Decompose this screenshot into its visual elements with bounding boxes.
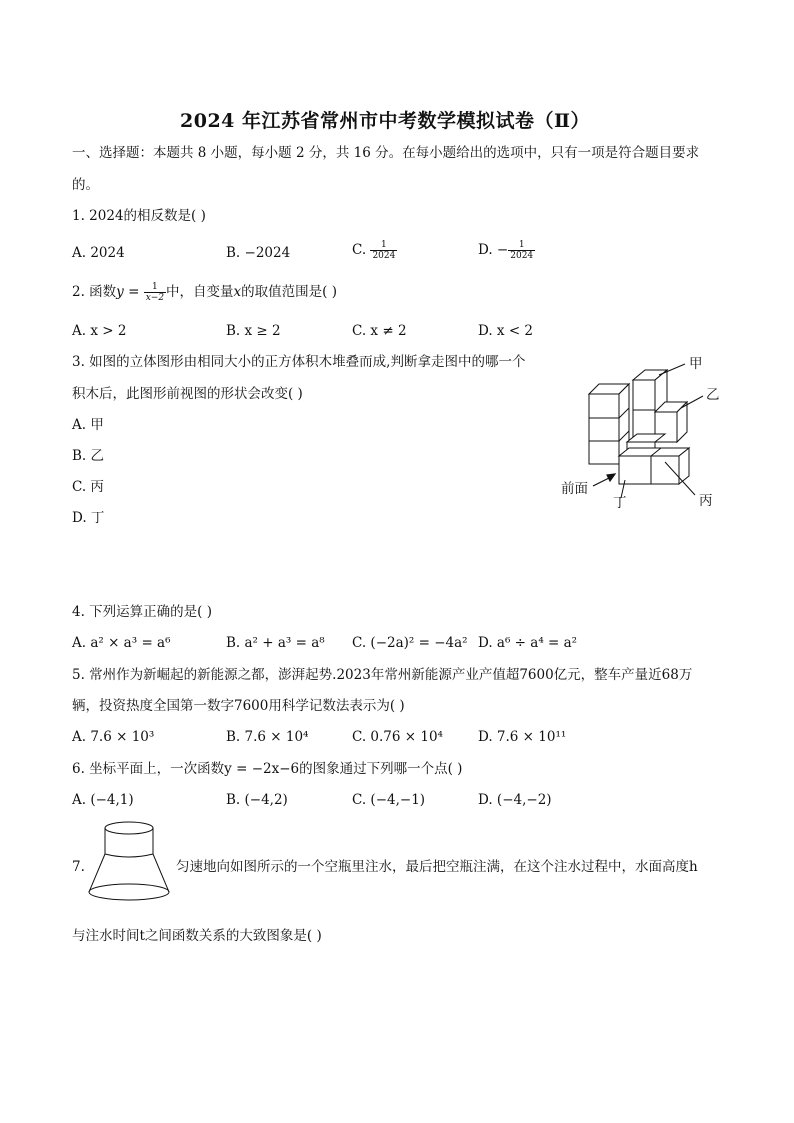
q3-stem-line2: 积木后，此图形前视图的形状会改变( ) <box>72 386 303 402</box>
q3-option-b: B. 乙 <box>72 448 105 464</box>
q3-label-jia: 甲 <box>689 356 703 372</box>
q3-label-bing: 丙 <box>699 493 713 509</box>
q1-option-a: A. 2024 <box>72 245 125 261</box>
q1-option-b: B. −2024 <box>226 245 291 261</box>
q3-stem-line1: 3. 如图的立体图形由相同大小的正方体积木堆叠而成,判断拿走图中的哪一个 <box>72 354 526 370</box>
q2-option-a: A. x > 2 <box>72 323 127 339</box>
q4-option-a: A. a² × a³ = a⁶ <box>72 635 171 651</box>
q2-stem: 2. 函数y = $\frac{1}{x-2}$ 中，自变量x的取值范围是( ) <box>72 282 337 303</box>
q4-option-c: C. (−2a)² = −4a² <box>352 635 468 651</box>
q2-option-d: D. x < 2 <box>478 323 534 339</box>
q7-stem-line2: 与注水时间t之间函数关系的大致图象是( ) <box>72 928 322 944</box>
q3-label-yi: 乙 <box>706 387 720 403</box>
q7-stem-line1: 匀速地向如图所示的一个空瓶里注水，最后把空瓶注满，在这个注水过程中，水面高度h <box>176 859 698 875</box>
page-title: 2024 年江苏省常州市中考数学模拟试卷（Ⅱ） <box>180 110 591 132</box>
q5-option-d: D. 7.6 × 10¹¹ <box>478 729 567 745</box>
q3-option-a: A. 甲 <box>72 417 104 433</box>
q7-number: 7. <box>72 859 85 875</box>
q6-stem: 6. 坐标平面上，一次函数y = −2x−6的图象通过下列哪一个点( ) <box>72 761 463 777</box>
section-heading-line2: 的。 <box>72 177 99 193</box>
q5-option-b: B. 7.6 × 10⁴ <box>226 729 309 745</box>
q1-stem: 1. 2024的相反数是( ) <box>72 208 206 224</box>
q7-bottle-figure <box>86 818 172 904</box>
q3-option-c: C. 丙 <box>72 479 104 495</box>
q6-option-c: C. (−4,−1) <box>352 792 426 808</box>
q5-stem-line1: 5. 常州作为新崛起的新能源之都，澎湃起势.2023年常州新能源产业产值超7600亿元，整车产量近68万 <box>72 667 693 683</box>
q5-option-c: C. 0.76 × 10⁴ <box>352 729 443 745</box>
q4-stem: 4. 下列运算正确的是( ) <box>72 604 212 620</box>
q1-option-d: D. − $\frac{1}{2024}$ <box>478 240 534 261</box>
q5-stem-line2: 辆，投资热度全国第一数字7600用科学记数法表示为( ) <box>72 698 405 714</box>
q6-option-d: D. (−4,−2) <box>478 792 552 808</box>
q3-label-front: 前面 <box>561 481 588 497</box>
q1-option-c: C. $\frac{1}{2024}$ <box>352 240 396 261</box>
q6-option-a: A. (−4,1) <box>72 792 134 808</box>
q6-option-b: B. (−4,2) <box>226 792 288 808</box>
section-heading-line1: 一、选择题：本题共 8 小题，每小题 2 分，共 16 分。在每小题给出的选项中，只有一项是符合题目要求 <box>72 145 700 161</box>
q2-option-b: B. x ≥ 2 <box>226 323 281 339</box>
q3-option-d: D. 丁 <box>72 510 105 526</box>
q4-option-b: B. a² + a³ = a⁸ <box>226 635 325 651</box>
q5-option-a: A. 7.6 × 10³ <box>72 729 155 745</box>
q4-option-d: D. a⁶ ÷ a⁴ = a² <box>478 635 578 651</box>
q3-label-ding: 丁 <box>613 495 627 511</box>
q2-option-c: C. x ≠ 2 <box>352 323 407 339</box>
